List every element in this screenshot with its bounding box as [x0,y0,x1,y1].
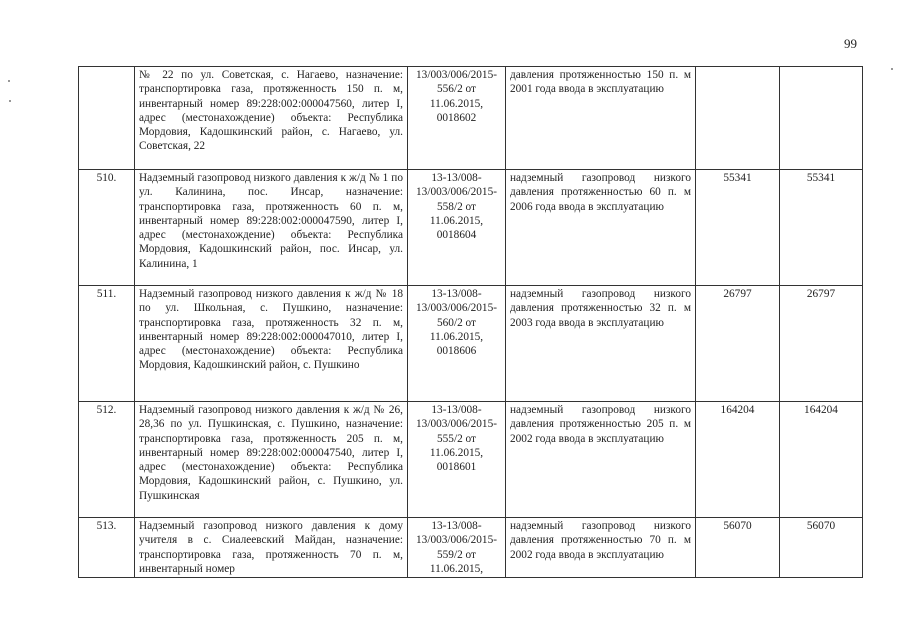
object-characteristics: надземный газопровод низкого давления протяженностью 70 п. м 2002 года ввода в эксплуатацию [506,518,696,578]
registration-record: 13/003/006/2015-556/2 от 11.06.2015, 0018602 [408,67,506,170]
registration-record: 13-13/008-13/003/006/2015-559/2 от 11.06.2015, [408,518,506,578]
object-characteristics: давления протяженностью 150 п. м 2001 года ввода в эксплуатацию [506,67,696,170]
value-cell-1: 164204 [696,402,780,518]
object-characteristics: надземный газопровод низкого давления протяженностью 205 п. м 2002 года ввода в эксплуатацию [506,402,696,518]
value-cell-2: 56070 [780,518,863,578]
row-number: 512. [79,402,135,518]
value-cell-1 [696,67,780,170]
object-description: Надземный газопровод низкого давления к ж/д № 26, 28,36 по ул. Пушкинская, с. Пушкино, назначение: транспортировка газа, протяженность 205 п. м, инвентарный номер 89:228:002:000047540, литер I, адрес (местонахождение) объекта: Республика Мордовия, Кадошкинский район, с. Пушкино, ул. Пушкинская [135,402,408,518]
table-row [79,286,863,402]
row-number: 511. [79,286,135,402]
value-cell-2: 55341 [780,170,863,286]
value-cell-1: 26797 [696,286,780,402]
value-cell-2 [780,67,863,170]
registration-record: 13-13/008-13/003/006/2015-560/2 от 11.06.2015, 0018606 [408,286,506,402]
page-number: 99 [844,36,857,51]
row-number: 510. [79,170,135,286]
row-number: 513. [79,518,135,578]
value-cell-1: 55341 [696,170,780,286]
value-cell-1: 56070 [696,518,780,578]
object-characteristics: надземный газопровод низкого давления протяженностью 60 п. м 2006 года ввода в эксплуатацию [506,170,696,286]
object-description: Надземный газопровод низкого давления к дому учителя в с. Сиалеевский Майдан, назначение: транспортировка газа, протяженность 70 п. м, инвентарный номер [135,518,408,578]
value-cell-2: 164204 [780,402,863,518]
property-registry-table [78,66,863,578]
scan-speck [8,80,10,82]
object-description: № 22 по ул. Советская, с. Нагаево, назначение: транспортировка газа, протяженность 150 п. м, инвентарный номер 89:228:002:000047560, литер I, адрес (местонахождение) объекта: Республика Мордовия, Кадошкинский район, с. Нагаево, ул. Советская, 22 [135,67,408,170]
row-number [79,67,135,170]
object-description: Надземный газопровод низкого давления к ж/д № 18 по ул. Школьная, с. Пушкино, назначение: транспортировка газа, протяженность 32 п. м, инвентарный номер 89:228:002:000047010, литер I, адрес (местонахождение) объекта: Республика Мордовия, Кадошкинский район, с. Пушкино [135,286,408,402]
table-row [79,67,863,170]
table-row [79,518,863,578]
table-row [79,402,863,518]
object-characteristics: надземный газопровод низкого давления протяженностью 32 п. м 2003 года ввода в эксплуатацию [506,286,696,402]
object-description: Надземный газопровод низкого давления к ж/д № 1 по ул. Калинина, пос. Инсар, назначение: транспортировка газа, протяженность 60 п. м, инвентарный номер 89:228:002:000047590, литер I, адрес (местонахождение) объекта: Республика Мордовия, Кадошкинский район, пос. Инсар, ул. Калинина, 1 [135,170,408,286]
registration-record: 13-13/008-13/003/006/2015-555/2 от 11.06.2015, 0018601 [408,402,506,518]
scan-speck [9,100,11,102]
registration-record: 13-13/008-13/003/006/2015-558/2 от 11.06.2015, 0018604 [408,170,506,286]
scan-speck [891,68,893,70]
table-row [79,170,863,286]
value-cell-2: 26797 [780,286,863,402]
